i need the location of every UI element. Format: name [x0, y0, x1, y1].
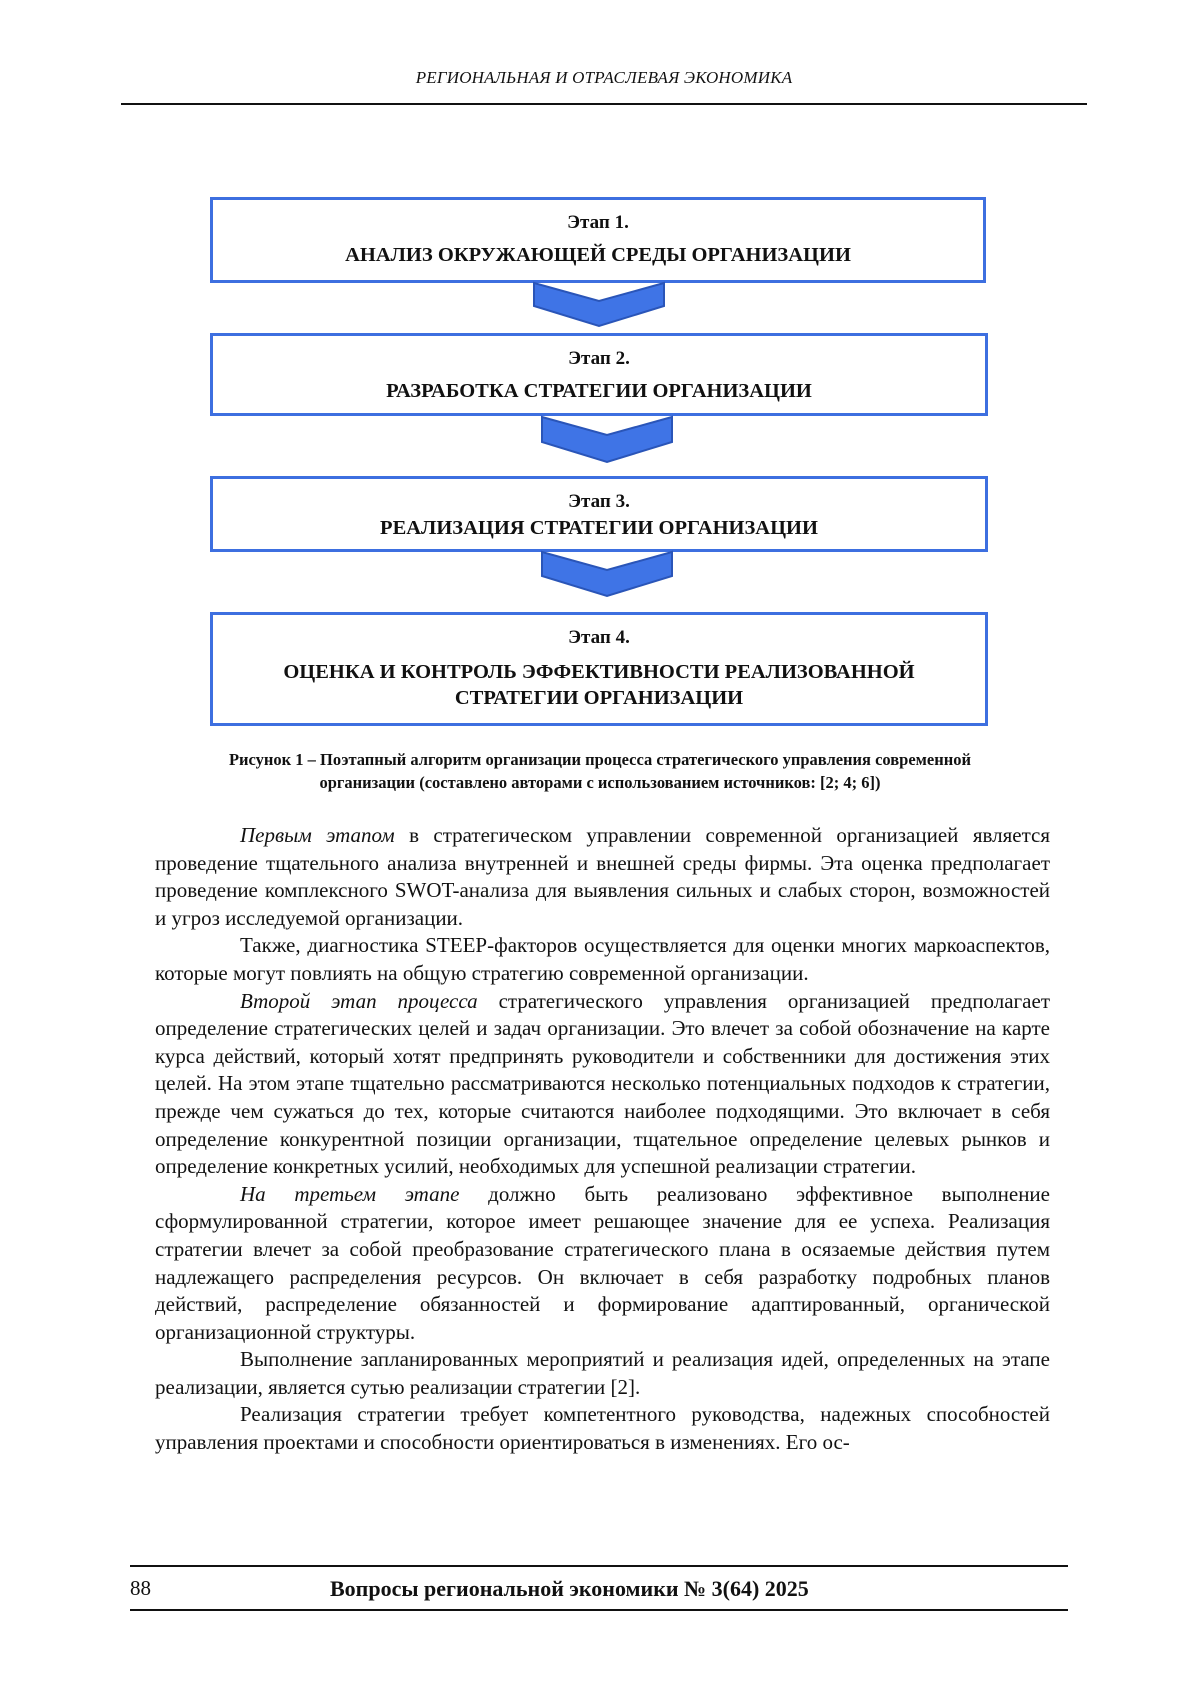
paragraph-4 — [155, 1181, 1050, 1347]
paragraph-4-text: должно быть реализовано эффективное выполнение сформулированной стратегии, которое имеет решающее значение для ее успеха. Реализация стратегии влечет за собой преобразование стратегического плана в осязаемые действия путем надлежащего распределения ресурсов. Он включает в себя разработку подробных планов действий, распределение обязанностей и формирование адаптированный, органической организационной структуры. — [155, 1181, 1050, 1344]
arrow-down-icon-1 — [532, 281, 666, 328]
journal-title: Вопросы региональной экономики № 3(64) 2025 — [330, 1576, 809, 1601]
arrow-down-icon-2 — [540, 415, 674, 465]
stage-2-number: Этап 2. — [568, 348, 630, 369]
paragraph-6 — [155, 1401, 1050, 1456]
figure-caption-line-2: организации (составлено авторами с использованием источников: [2; 4; 6]) — [319, 773, 881, 792]
stage-3-number: Этап 3. — [568, 491, 630, 512]
stage-1-title: АНАЛИЗ ОКРУЖАЮЩЕЙ СРЕДЫ ОРГАНИЗАЦИИ — [345, 244, 851, 266]
footer-rule-top — [130, 1565, 1068, 1567]
stage-4-number: Этап 4. — [568, 627, 630, 648]
body-text — [155, 822, 1050, 1457]
stage-3-title: РЕАЛИЗАЦИЯ СТРАТЕГИИ ОРГАНИЗАЦИИ — [380, 517, 818, 539]
stage-3-box — [210, 476, 988, 552]
figure-caption — [140, 748, 1060, 794]
stage-2-title: РАЗРАБОТКА СТРАТЕГИИ ОРГАНИЗАЦИИ — [386, 380, 812, 402]
running-head: РЕГИОНАЛЬНАЯ И ОТРАСЛЕВАЯ ЭКОНОМИКА — [415, 68, 793, 87]
paragraph-2-text: Также, диагностика STEEP-факторов осуществляется для оценки многих маркоаспектов, которые могут повлиять на общую стратегию современной организации. — [155, 933, 1050, 985]
paragraph-1-emphasis: Первым этапом — [240, 823, 395, 847]
paragraph-3-text: стратегического управления организацией предполагает определение стратегических целей и задач организации. Это влечет за собой обозначение на карте курса действий, который хотят предпринять руководители и собственники для достижения этих целей. На этом этапе тщательно рассматриваются несколько потенциальных подходов к стратегии, прежде чем сужаться до тех, которые считаются наиболее подходящими. Это включает в себя определение конкурентной позиции организации, тщательное определение целевых рынков и определение конкретных усилий, необходимых для успешной реализации стратегии. — [155, 988, 1050, 1179]
paragraph-3 — [155, 988, 1050, 1181]
stage-4-title — [213, 659, 985, 711]
stage-1-box — [210, 197, 986, 283]
stage-1-number: Этап 1. — [567, 212, 629, 233]
paragraph-3-emphasis: Второй этап процесса — [240, 988, 478, 1013]
paragraph-5-text: Выполнение запланированных мероприятий и реализация идей, определенных на этапе реализации, является сутью реализации стратегии [2]. — [155, 1347, 1050, 1399]
header-rule — [121, 103, 1087, 105]
paragraph-6-text: Реализация стратегии требует компетентного руководства, надежных способностей управления проектами и способности ориентироваться в изменениях. Его ос- — [155, 1402, 1050, 1455]
stage-4-box — [210, 612, 988, 726]
paragraph-5 — [155, 1346, 1050, 1401]
paragraph-1-text: в стратегическом управлении современной организацией является проведение тщательного анализа внутренней и внешней среды фирмы. Эта оценка предполагает проведение комплексного SWOT-анализа для выявления сильных и слабых сторон, возможностей и угроз исследуемой организации. — [155, 823, 1050, 930]
page-number: 88 — [130, 1576, 151, 1600]
paragraph-2 — [155, 932, 1050, 987]
paragraph-4-emphasis: На третьем этапе — [240, 1181, 460, 1206]
footer-rule-bottom — [130, 1609, 1068, 1611]
stage-4-title-line-1: ОЦЕНКА И КОНТРОЛЬ ЭФФЕКТИВНОСТИ РЕАЛИЗОВАННОЙ — [283, 661, 915, 683]
figure-caption-line-1: Рисунок 1 – Поэтапный алгоритм организации процесса стратегического управления современной — [228, 750, 972, 769]
paragraph-1 — [155, 822, 1050, 932]
stage-4-title-line-2: СТРАТЕГИИ ОРГАНИЗАЦИИ — [454, 687, 744, 709]
stage-2-box — [210, 333, 988, 416]
arrow-down-icon-3 — [540, 550, 674, 599]
